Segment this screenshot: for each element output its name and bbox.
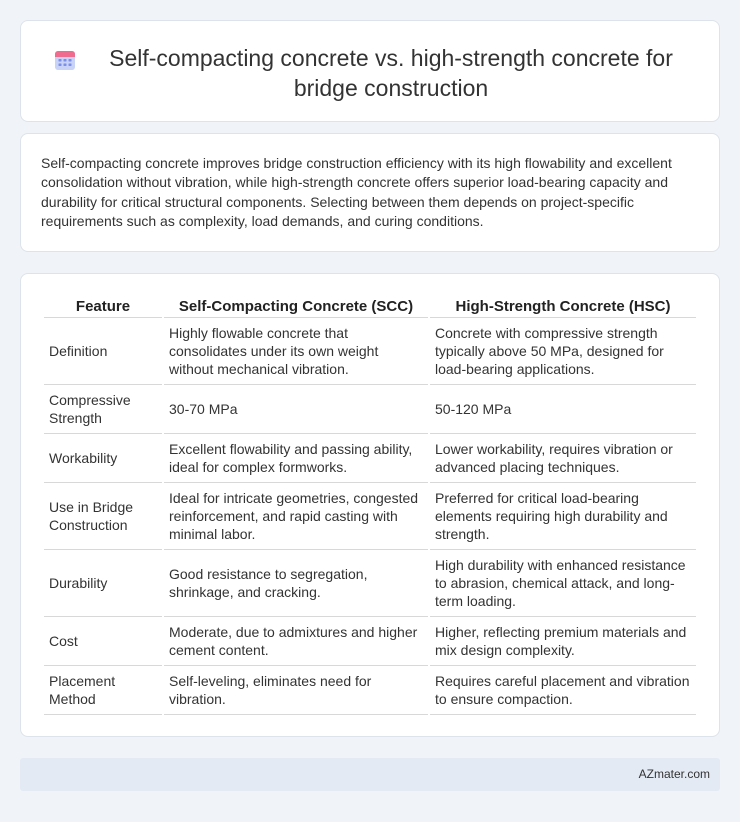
row-hsc: High durability with enhanced resistance to abrasion, chemical attack, and long-term loading. xyxy=(430,550,696,617)
row-feature: Cost xyxy=(44,617,162,666)
row-hsc: 50-120 MPa xyxy=(430,385,696,434)
row-feature: Compressive Strength xyxy=(44,385,162,434)
row-scc: Moderate, due to admixtures and higher cement content. xyxy=(164,617,428,666)
table-row xyxy=(44,550,696,617)
footer-site-link[interactable]: AZmater.com xyxy=(638,767,710,781)
row-feature: Workability xyxy=(44,434,162,483)
table-row xyxy=(44,483,696,550)
comparison-card xyxy=(20,273,720,737)
header-scc: Self-Compacting Concrete (SCC) xyxy=(164,295,428,318)
table-row xyxy=(44,385,696,434)
row-feature: Definition xyxy=(44,318,162,385)
intro-text: Self-compacting concrete improves bridge construction efficiency with its high flowability and excellent consolidation without vibration, while high-strength concrete offers superior load-bearing capacity and durability for critical structural components. Selecting between them depends on project-specific requirements such as complexity, load demands, and curing conditions. xyxy=(41,155,672,229)
row-scc: Ideal for intricate geometries, congested reinforcement, and rapid casting with minimal labor. xyxy=(164,483,428,550)
row-hsc: Higher, reflecting premium materials and mix design complexity. xyxy=(430,617,696,666)
row-feature: Use in Bridge Construction xyxy=(44,483,162,550)
row-feature: Placement Method xyxy=(44,666,162,715)
row-scc: Excellent flowability and passing ability, ideal for complex formworks. xyxy=(164,434,428,483)
table-header-row xyxy=(44,295,696,318)
table-row xyxy=(44,318,696,385)
row-hsc: Lower workability, requires vibration or advanced placing techniques. xyxy=(430,434,696,483)
row-hsc: Requires careful placement and vibration to ensure compaction. xyxy=(430,666,696,715)
header-hsc: High-Strength Concrete (HSC) xyxy=(430,295,696,318)
comparison-table xyxy=(42,295,698,715)
row-hsc: Preferred for critical load-bearing elements requiring high durability and strength. xyxy=(430,483,696,550)
table-row xyxy=(44,666,696,715)
row-feature: Durability xyxy=(44,550,162,617)
page-title: Self-compacting concrete vs. high-strength concrete for bridge construction xyxy=(109,45,673,101)
table-row xyxy=(44,434,696,483)
row-scc: 30-70 MPa xyxy=(164,385,428,434)
footer-bar xyxy=(20,758,720,791)
row-scc: Self-leveling, eliminates need for vibration. xyxy=(164,666,428,715)
intro-card xyxy=(20,133,720,252)
row-scc: Good resistance to segregation, shrinkage, and cracking. xyxy=(164,550,428,617)
header-feature: Feature xyxy=(44,295,162,318)
row-scc: Highly flowable concrete that consolidates under its own weight without mechanical vibration. xyxy=(164,318,428,385)
title-card xyxy=(20,20,720,122)
row-hsc: Concrete with compressive strength typically above 50 MPa, designed for load-bearing applications. xyxy=(430,318,696,385)
table-row xyxy=(44,617,696,666)
